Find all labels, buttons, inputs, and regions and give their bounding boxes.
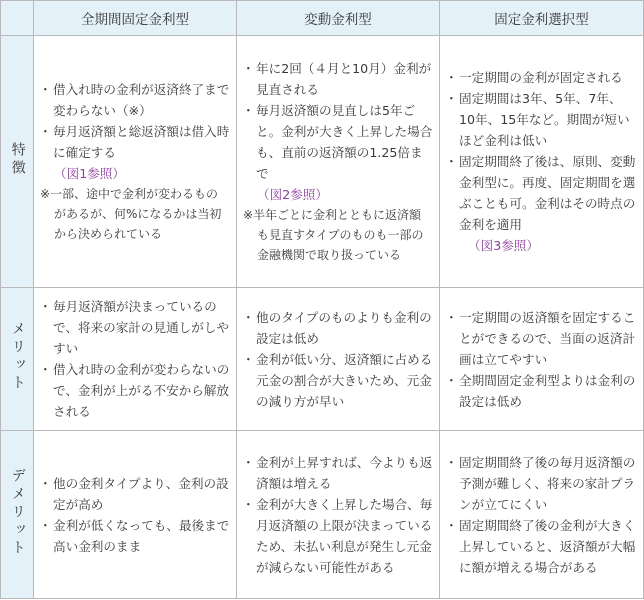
figure-ref: （図1参照） bbox=[54, 166, 125, 181]
bullet-item: ・ 全期間固定金利型よりは金利の設定は低め bbox=[446, 370, 637, 412]
figure-ref: （図2参照） bbox=[257, 187, 328, 202]
bullet-item: ・ 借入れ時の金利が返済終了まで変わらない（※） bbox=[40, 79, 230, 121]
cell-merits-variable bbox=[237, 288, 440, 431]
cell-merits-fixed-select bbox=[440, 288, 644, 431]
bullet-item: ・ 他のタイプのものよりも金利の設定は低め bbox=[243, 307, 433, 349]
bullet-item: ・ 固定期間終了後の金利が大きく上昇していると、返済額が大幅に額が増える場合がある bbox=[446, 515, 637, 578]
column-header-fixed-select: 固定金利選択型 bbox=[440, 1, 644, 36]
bullet-item: ・ 固定期間終了後は、原則、変動金利型に。再度、固定期間を選ぶことも可。金利はその時点の金利を適用 bbox=[446, 151, 637, 235]
bullet-item: ・ 金利が上昇すれば、今よりも返済額は増える bbox=[243, 452, 433, 494]
cell-demerits-variable bbox=[237, 431, 440, 599]
cell-features-fixed-full bbox=[34, 36, 237, 288]
cell-demerits-fixed-full bbox=[34, 431, 237, 599]
footnote: ※一部、途中で金利が変わるものがあるが、何%になるかは当初から決められている bbox=[40, 187, 222, 241]
bullet-item: ・ 金利が大きく上昇した場合、毎月返済額の上限が決まっているため、未払い利息が発生し元金が減らない可能性がある bbox=[243, 494, 433, 578]
bullet-item: ・ 一定期間の返済額を固定することができるので、当面の返済計画は立てやすい bbox=[446, 307, 637, 370]
cell-features-fixed-select bbox=[440, 36, 644, 288]
bullet-item: ・ 毎月返済額の見直しは5年ごと。金利が大きく上昇した場合も、直前の返済額の1.25倍まで bbox=[243, 100, 433, 184]
row-header-merits: メリット bbox=[1, 288, 34, 431]
bullet-item: ・ 固定期間は3年、5年、7年、10年、15年など。期間が短いほど金利は低い bbox=[446, 88, 637, 151]
cell-features-variable bbox=[237, 36, 440, 288]
cell-merits-fixed-full bbox=[34, 288, 237, 431]
bullet-item: ・ 借入れ時の金利が変わらないので、金利が上がる不安から解放される bbox=[40, 359, 230, 422]
bullet-item: ・ 他の金利タイプより、金利の設定が高め bbox=[40, 473, 230, 515]
bullet-item: ・ 年に2回（４月と10月）金利が見直される bbox=[243, 58, 433, 100]
bullet-item: ・ 一定期間の金利が固定される bbox=[446, 67, 637, 88]
column-header-variable: 変動金利型 bbox=[237, 1, 440, 36]
header-row bbox=[1, 1, 644, 36]
table-row-merits bbox=[1, 288, 644, 431]
column-header-fixed-full: 全期間固定金利型 bbox=[34, 1, 237, 36]
bullet-item: ・ 金利が低い分、返済額に占める元金の割合が大きいため、元金の減り方が早い bbox=[243, 349, 433, 412]
row-header-features: 特徴 bbox=[1, 36, 34, 288]
footnote: ※半年ごとに金利とともに返済額も見直すタイプのものも一部の金融機関で取り扱っている bbox=[243, 208, 424, 262]
table-row-demerits bbox=[1, 431, 644, 599]
corner-cell bbox=[1, 1, 34, 36]
table-row-features bbox=[1, 36, 644, 288]
bullet-item: ・ 金利が低くなっても、最後まで高い金利のまま bbox=[40, 515, 230, 557]
row-header-demerits: デメリット bbox=[1, 431, 34, 599]
bullet-item: ・ 固定期間終了後の毎月返済額の予測が難しく、将来の家計プランが立てにくい bbox=[446, 452, 637, 515]
bullet-item: ・ 毎月返済額が決まっているので、将来の家計の見通しがしやすい bbox=[40, 296, 230, 359]
bullet-item: ・ 毎月返済額と総返済額は借入時に確定する bbox=[40, 121, 230, 163]
figure-ref: （図3参照） bbox=[468, 238, 539, 253]
cell-demerits-fixed-select bbox=[440, 431, 644, 599]
